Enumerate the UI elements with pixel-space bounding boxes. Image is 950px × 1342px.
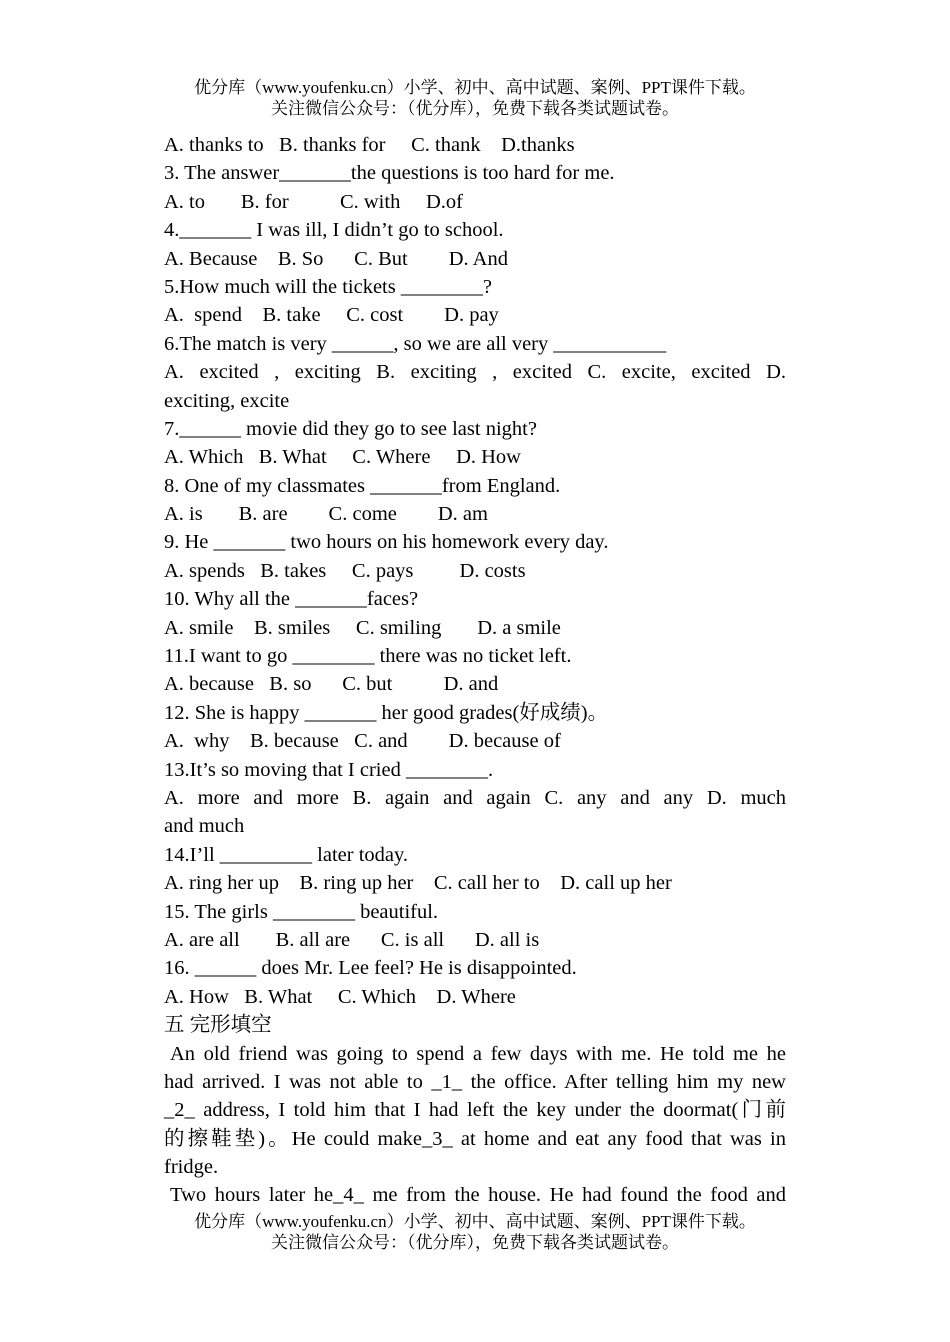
question-3: 3. The answer_______the questions is too hard for me.: [164, 162, 615, 185]
option-line-4: A. Because B. So C. But D. And: [164, 247, 508, 270]
document-body: [164, 131, 786, 1210]
option-line-15: A. are all B. all are C. is all D. all is: [164, 928, 540, 951]
question-12: 12. She is happy _______ her good grades(好成绩)。: [164, 701, 609, 724]
passage-line-1: An old friend was going to spend a few days with me. He told me he: [170, 1042, 786, 1065]
option-line-2: A. thanks to B. thanks for C. thank D.thanks: [164, 134, 575, 156]
passage-line-3: _2_ address, I told him that I had left the key under the doormat(门前: [164, 1099, 786, 1122]
section-heading: 五 完形填空: [164, 1014, 272, 1037]
option-line-8: A. is B. are C. come D. am: [164, 503, 488, 526]
option-line-6: A. excited , exciting B. exciting , excited C. excite, excited D.: [164, 361, 786, 384]
option-line-7: A. Which B. What C. Where D. How: [164, 446, 521, 469]
option-line-10: A. smile B. smiles C. smiling D. a smile: [164, 616, 561, 639]
passage-line-2: had arrived. I was not able to _1_ the office. After telling him my new: [164, 1070, 786, 1093]
option-line-13: A. more and more B. again and again C. any and any D. much: [164, 786, 786, 809]
option-line-11: A. because B. so C. but D. and: [164, 673, 499, 696]
header-line-2: 关注微信公众号：（优分库），免费下载各类试题试卷。: [271, 99, 679, 118]
option-line-9: A. spends B. takes C. pays D. costs: [164, 559, 526, 582]
option-line-12: A. why B. because C. and D. because of: [164, 730, 561, 753]
option-line-14: A. ring her up B. ring up her C. call her to D. call up her: [164, 872, 672, 895]
option-line-3: A. to B. for C. with D.of: [164, 190, 463, 213]
question-5: 5.How much will the tickets ________?: [164, 275, 492, 298]
passage-line-4: 的擦鞋垫)。He could make_3_ at home and eat any food that was in: [164, 1127, 786, 1150]
passage-line-6: Two hours later he_4_ me from the house. He had found the food and: [170, 1184, 786, 1207]
question-14: 14.I’ll _________ later today.: [164, 843, 409, 866]
header-line-1: 优分库（www.youfenku.cn）小学、初中、高中试题、案例、PPT课件下载。: [194, 78, 756, 97]
question-8: 8. One of my classmates _______from England.: [164, 474, 561, 497]
option-line-6-cont: exciting, excite: [164, 389, 290, 412]
page-header: [0, 77, 950, 119]
question-11: 11.I want to go ________ there was no ticket left.: [164, 645, 572, 668]
option-line-13-cont: and much: [164, 815, 245, 838]
question-7: 7.______ movie did they go to see last night?: [164, 417, 537, 440]
question-10: 10. Why all the _______faces?: [164, 588, 419, 611]
footer-line-1: 优分库（www.youfenku.cn）小学、初中、高中试题、案例、PPT课件下载。: [194, 1212, 756, 1231]
page-footer: [0, 1211, 950, 1253]
question-13: 13.It’s so moving that I cried ________.: [164, 758, 494, 781]
question-4: 4._______ I was ill, I didn’t go to school.: [164, 219, 504, 242]
option-line-5: A. spend B. take C. cost D. pay: [164, 304, 499, 327]
passage-line-5: fridge.: [164, 1156, 219, 1179]
question-16: 16. ______ does Mr. Lee feel? He is disappointed.: [164, 957, 577, 980]
question-9: 9. He _______ two hours on his homework every day.: [164, 531, 609, 554]
option-line-16: A. How B. What C. Which D. Where: [164, 985, 516, 1008]
footer-line-2: 关注微信公众号：（优分库），免费下载各类试题试卷。: [271, 1233, 679, 1252]
question-6: 6.The match is very ______, so we are all very ___________: [164, 332, 667, 355]
question-15: 15. The girls ________ beautiful.: [164, 900, 439, 923]
